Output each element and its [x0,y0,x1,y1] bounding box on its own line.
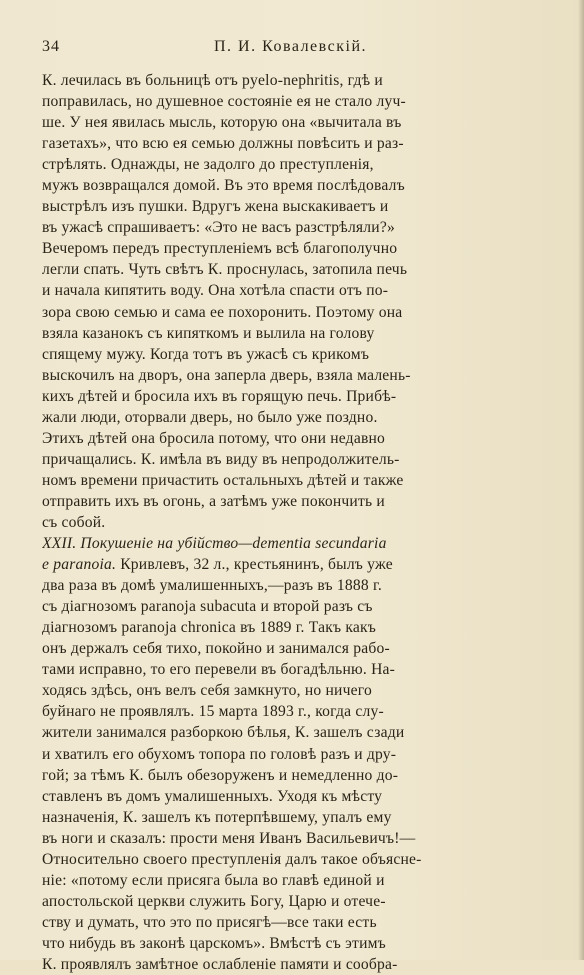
text-line: и начала кипятить воду. Она хотѣла спасти отъ по- [42,282,389,300]
text-line: назначенія, К. зашелъ къ потерпѣвшему, упалъ ему [42,808,392,826]
page-header [42,38,554,62]
text-line: онъ держалъ себя тихо, покойно и занимался рабо- [42,640,390,658]
text-line: отправить ихъ въ огонь, а затѣмъ уже покончить и [42,492,385,510]
case-heading-line [42,554,554,575]
text-line: что нибудь въ законѣ царскомъ». Вмѣстѣ съ этимъ [42,934,386,952]
text-line: Этихъ дѣтей она бросила потому, что они недавно [42,429,386,447]
text-line: ше. У нея явилась мысль, которую она «вычитала въ [42,114,402,132]
text-line: буйнаго не проявлялъ. 15 марта 1893 г., когда слу- [42,703,384,721]
text-line: мужъ возвращался домой. Въ это время послѣдовалъ [42,177,405,195]
text-line: гой; за тѣмъ К. былъ обезоруженъ и немедленно до- [42,766,399,784]
text-line: причащались. К. имѣла въ виду въ непродолжитель- [42,450,400,468]
page-number: 34 [42,38,60,55]
text-line: К. лечилась въ больницѣ отъ pyelo-nephritis, гдѣ и [42,72,383,89]
case-heading-part2: e paranoia. [42,556,117,574]
text-line: легли спать. Чуть свѣтъ К. проснулась, затопила печь [42,261,408,279]
text-line: зора свою семью и сама ее похоронить. Поэтому она [42,303,403,321]
text-line: ству и думать, что это по присягѣ—все таки есть [42,913,377,931]
text-line: ставленъ въ домъ умалишенныхъ. Уходя къ мѣсту [42,787,383,805]
text-line: кихъ дѣтей и бросила ихъ въ горящую печь. Прибѣ- [42,387,397,405]
text-line: К. проявлялъ замѣтное ослабленіе памяти и сообра- [42,955,398,973]
running-head: П. И. Ковалевскій. [214,38,367,55]
text-line: взяла казанокъ съ кипяткомъ и вылила на голову [42,324,375,342]
case-heading-part1: XXII. Покушеніе на убійство—dementia secundaria [42,535,387,553]
text-line: выстрѣлъ изъ пушки. Вдругъ жена выскакиваетъ и [42,198,389,216]
body-text [42,70,554,975]
text-line: въ ужасѣ спрашиваетъ: «Это не васъ разстрѣляли?» [42,219,395,237]
text-line: газетахъ», что всю ея семью должны повѣсить и раз- [42,135,404,153]
text-line: съ собой. [42,513,106,531]
text-line: тами исправно, то его перевели въ богадѣльню. На- [42,661,396,679]
text-line: выскочилъ на дворъ, она заперла дверь, взяла малень- [42,366,411,384]
text-line: и хватилъ его обухомъ топора по головѣ разъ и дру- [42,745,397,763]
text-line: ходясь здѣсь, онъ велъ себя замкнуто, но ничего [42,682,372,700]
text-line: съ діагнозомъ paranoja subacuta и второй разъ съ [42,598,373,616]
text-line: жали люди, оторвали дверь, но было уже поздно. [42,408,378,426]
text-line: діагнозомъ paranoja chronica въ 1889 г. Такъ какъ [42,619,377,637]
text-line: жители занимался разборкою бѣлья, К. зашелъ сзади [42,724,405,742]
text-line: Относительно своего преступленія далъ такое объясне- [42,850,422,868]
text-line: поправилась, но душевное состояніе ея не стало луч- [42,93,406,111]
case-heading-line [42,533,554,554]
text-line: ніе: «потому если присяга была во главѣ единой и [42,871,385,889]
text-line: апостольской церкви служить Богу, Царю и отече- [42,892,386,910]
text-line: стрѣлять. Однажды, не задолго до преступленія, [42,156,374,174]
text-line: спящему мужу. Когда тотъ въ ужасѣ съ крикомъ [42,345,370,363]
case-intro-text: Кривлевъ, 32 л., крестьянинъ, былъ уже [116,556,393,574]
text-line: два раза въ домѣ умалишенныхъ,—разъ въ 1888 г. [42,577,382,595]
text-line: въ ноги и сказалъ: прости меня Иванъ Васильевичъ!— [42,829,416,847]
text-line: номъ времени причастить остальныхъ дѣтей и также [42,471,404,489]
text-line: Вечеромъ передъ преступленіемъ всѣ благополучно [42,240,398,258]
